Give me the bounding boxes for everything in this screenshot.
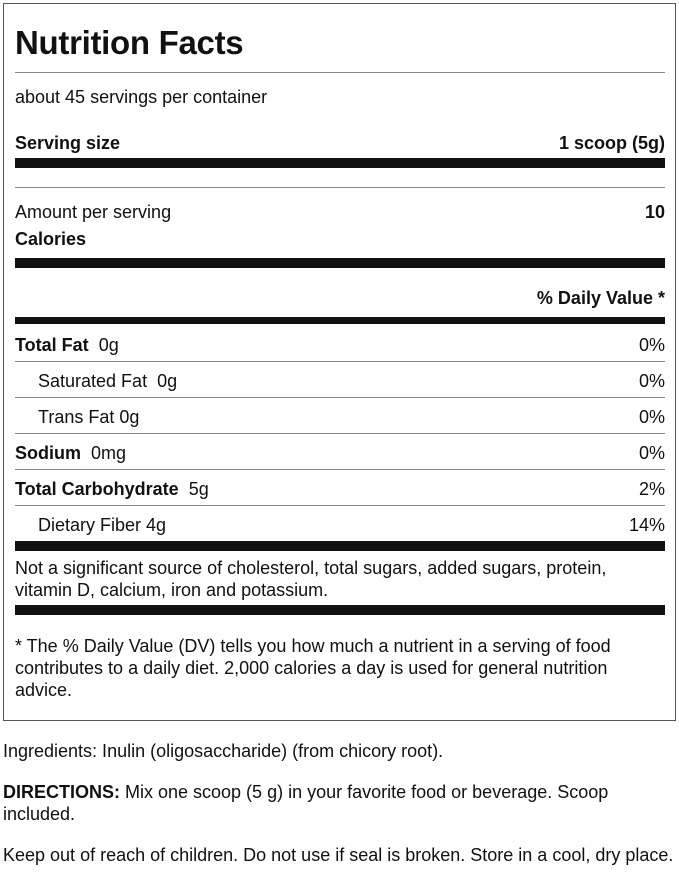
divider	[15, 469, 665, 470]
nutrition-facts-panel	[3, 3, 676, 721]
daily-value-header: % Daily Value *	[536, 288, 665, 308]
nutrient-dv: 14%	[628, 515, 665, 535]
divider	[15, 505, 665, 506]
nutrient-dv: 2%	[638, 479, 665, 499]
nutrient-row-sodium	[15, 442, 665, 464]
nutrient-amount: 5g	[188, 479, 209, 499]
thick-divider	[15, 158, 665, 168]
warning-text: Keep out of reach of children. Do not use if seal is broken. Store in a cool, dry place.	[3, 845, 674, 865]
divider	[15, 433, 665, 434]
serving-size-label: Serving size	[15, 133, 121, 153]
daily-value-header-row	[15, 287, 665, 309]
nutrient-amount: 0g	[157, 371, 178, 391]
thick-divider	[15, 541, 665, 551]
divider	[15, 187, 665, 188]
thick-divider	[15, 605, 665, 615]
nutrient-name: Total Fat	[15, 335, 89, 355]
ingredients-text: Ingredients: Inulin (oligosaccharide) (from chicory root).	[3, 741, 444, 761]
nutrient-row-total-fat	[15, 334, 665, 356]
servings-text: about 45 servings per container	[15, 87, 268, 107]
nutrient-row-dietary-fiber	[15, 514, 665, 536]
not-significant-note: Not a significant source of cholesterol, total sugars, added sugars, protein, vitamin D, calcium, iron and potassium.	[15, 558, 607, 600]
nutrient-row-total-carbohydrate	[15, 478, 665, 500]
nutrient-dv: 0%	[638, 407, 665, 427]
serving-size-value: 1 scoop (5g)	[558, 133, 665, 153]
amount-per-serving-row	[15, 201, 665, 223]
serving-size-row	[15, 132, 665, 154]
divider	[15, 397, 665, 398]
servings-per-container	[15, 86, 665, 108]
calories-value: 10	[644, 202, 665, 222]
directions-text	[3, 781, 675, 825]
nutrient-amount: 0mg	[91, 443, 127, 463]
medium-divider	[15, 317, 665, 324]
calories-row	[15, 228, 665, 250]
divider	[15, 72, 665, 73]
amount-per-serving-label: Amount per serving	[15, 202, 172, 222]
nutrient-row-saturated-fat	[15, 370, 665, 392]
thick-divider	[15, 258, 665, 268]
nutrient-dv: 0%	[638, 335, 665, 355]
divider	[15, 361, 665, 362]
calories-label: Calories	[15, 229, 87, 249]
nutrition-facts-title: Nutrition Facts	[15, 24, 244, 61]
nutrient-row-trans-fat	[15, 406, 665, 428]
nutrient-name: Sodium	[15, 443, 81, 463]
nutrient-name: Total Carbohydrate	[15, 479, 179, 499]
directions-label: DIRECTIONS:	[3, 782, 120, 802]
nutrient-name: Saturated Fat	[38, 371, 148, 391]
nutrient-name: Dietary Fiber 4g	[38, 515, 167, 535]
nutrient-name: Trans Fat 0g	[38, 407, 140, 427]
nutrient-dv: 0%	[638, 371, 665, 391]
nutrient-dv: 0%	[638, 443, 665, 463]
nutrient-amount: 0g	[98, 335, 119, 355]
daily-value-footnote: * The % Daily Value (DV) tells you how much a nutrient in a serving of food contributes to a daily diet. 2,000 calories a day is used for general nutrition advice.	[15, 636, 611, 700]
directions-body: Mix one scoop (5 g) in your favorite food or beverage. Scoop included.	[3, 782, 609, 824]
